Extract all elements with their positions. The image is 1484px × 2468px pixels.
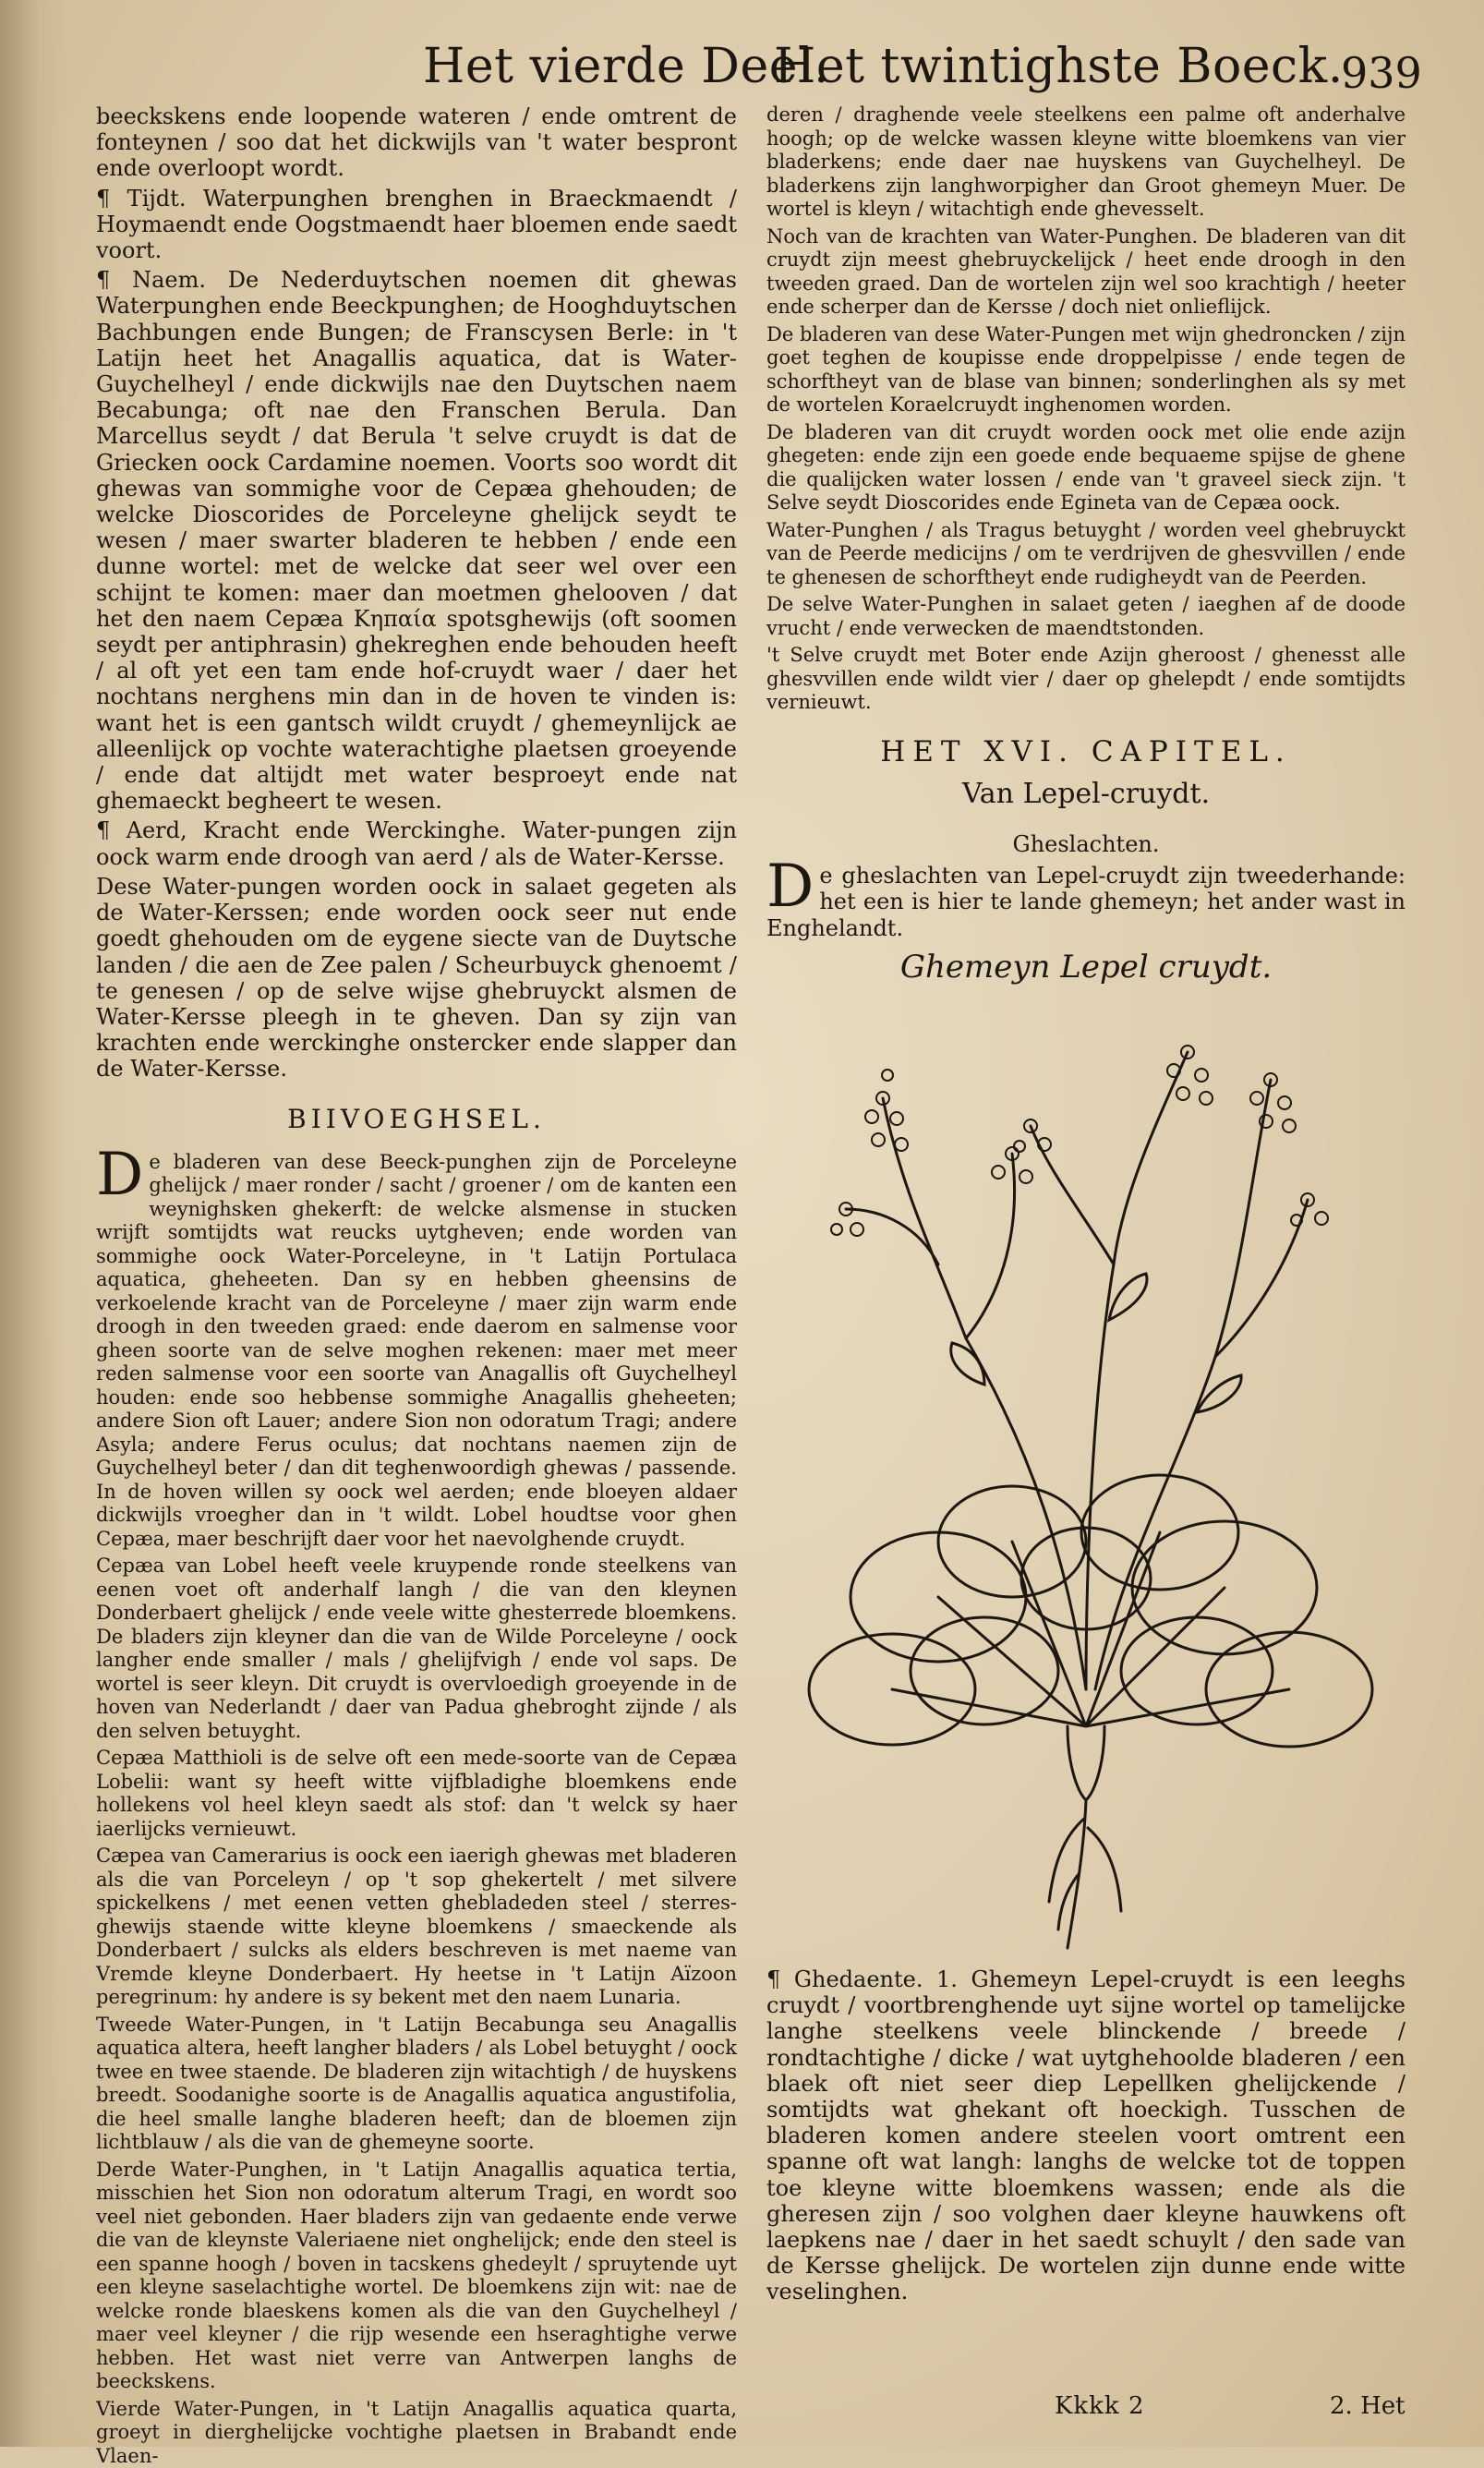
paragraph: Cepæa van Lobel heeft veele kruypende ronde steelkens van eenen voet oft anderhalf langh / die van den kleynen Donderbaert ghelijck / ende veele witte ghesterrede bloemkens. De bladers zijn kleyner dan die van de Wilde Porceleyne / oock langher ende smaller / mals / ghelijfvigh / ende vol saps. De wortel is seer kleyn. Dit cruydt is overvloedigh groeyende in de hoven van Nederlandt / daer van Padua ghebroght zijnde / als den selven betuyght. [96, 1555, 737, 1742]
paragraph: ¶ Ghedaente. 1. Ghemeyn Lepel-cruydt is een leeghs cruydt / voortbrenghende uyt sijne wortel op tamelijcke langhe steelkens veele blinckende / breede / rondtachtighe / dicke / wat uytghehoolde bladeren / een blaek oft niet seer diep Lepellken ghelijckende / somtijdts wat ghekant oft hoeckigh. Tusschen de bladeren komen andere steelen voort omtrent een spanne oft wat langh: langhs de welcke tot de toppen toe kleyne witte bloemkens wassen; ende als die gheresen zijn / soo volghen daer kleyne hauwkens oft laepkens nae / daer in het saedt schuylt / den sade van de Kersse ghelijck. De wortelen zijn dunne ende witte veselinghen. [766, 1966, 1406, 2305]
section-heading-bijvoeghsel: BIIVOEGHSEL. [287, 1103, 546, 1134]
paragraph: De bladeren van dese Water-Pungen met wijn ghedroncken / zijn goet teghen de koupisse ende droppelpisse / ende tegen de schorftheyt van de blase van binnen; sonderlinghen als sy met de wortelen Koraelcruydt inghenomen worden. [766, 322, 1406, 416]
paragraph: Vierde Water-Pungen, in 't Latijn Anagallis aquatica quarta, groeyt in dierghelijcke vochtighe plaetsen in Brabandt ende Vlaen- [96, 2397, 737, 2467]
chapter-subtitle: Van Lepel-cruydt. [961, 777, 1211, 810]
paragraph: Water-Punghen / als Tragus betuyght / worden veel ghebruyckt van de Peerde medicijns / om te verdrijven de ghesvvillen / ende te ghenesen de schorftheyt ende rudigheydt van de Peerden. [766, 518, 1406, 588]
paragraph: De selve Water-Punghen in salaet geten / iaeghen af de doode vrucht / ende verwecken de maendtstonden. [766, 593, 1406, 639]
paragraph: Noch van de krachten van Water-Punghen. De bladeren van dit cruydt zijn meest ghebruyckelijck / heet ende droogh in den tweeden graed. Dan de wortelen zijn wel soo krachtigh / heeter ende scherper dan de Kersse / doch niet onlieflijck. [766, 224, 1406, 318]
paragraph: 't Selve cruydt met Boter ende Azijn gheroost / ghenesst alle ghesvvillen ende wildt vier / daer op ghelepdt / ende somtijdts vernieuwt. [766, 644, 1406, 713]
lepelcruydt-woodcut-illustration [790, 987, 1381, 1966]
chapter-heading: HET XVI. CAPITEL. [880, 734, 1292, 768]
right-column [766, 103, 1406, 2440]
paragraph: ¶ Aerd, Kracht ende Werckinghe. Water-pungen zijn oock warm ende droogh van aerd / als de Water-Kersse. [96, 817, 737, 870]
flower-cluster-right [1250, 1073, 1328, 1226]
paragraph: Derde Water-Punghen, in 't Latijn Anagallis aquatica tertia, misschien het Sion non odoratum alterum Tragi, en wordt soo veel niet gebonden. Haer bladers zijn van gedaente ende verwe die van de kleynste Valeriaene niet onghelijck; ende den steel is een spanne hoogh / boven in tacskens ghedeylt / spruytende uyt een kleyne saselachtighe wortel. De bloemkens zijn wit: nae de welcke ronde blaeskens komen als die van den Guychelheyl / maer veel kleyner / die rijp wesende een hseraghtighe verwe hebben. Het wast niet verre van Antwerpen langhs de beeckskens. [96, 2158, 737, 2393]
paragraph: De bladeren van dit cruydt worden oock met olie ende azijn ghegeten: ende zijn een goede ende bequaeme spijse de ghene die qualijcken water lossen / ende van 't graveel sieck zijn. 't Selve seydt Dioscorides ende Egineta van de Cepæa oock. [766, 420, 1406, 514]
running-head-right: Het twintighste Boeck. [774, 39, 1344, 94]
plant-caption: Ghemeyn Lepel cruydt. [899, 948, 1273, 986]
paragraph: De bladeren van dese Beeck-punghen zijn de Porceleyne ghelijck / maer ronder / sacht / groener / om de kanten een weynighsken ghekerft: de welcke alsmense in stucken wrijft somtijdts wat reucks uytgheven; ende worden van sommighe oock Water-Porceleyne, in 't Latijn Portulaca aquatica, gheheeten. Dan sy en hebben gheensins de verkoelende kracht van de Porceleyne / maer zijn warm ende droogh in den tweeden graed: ende daerom en salmense voor gheen soorte van de selve moghen rekenen: maer met meer reden salmense voor een soorte van Anagallis oft Guychelheyl houden: ende soo hebbense sommighe Anagallis gheheeten; andere Sion oft Lauer; andere Sion non odoratum Tragi; andere Asyla; andere Ferus oculus; dat nochtans naemen zijn de Guychelheyl beter / dan dit teghenwoordigh ghewas / passende. In de hoven willen sy oock wel aerden; ende bloeyen aldaer dickwijls vroegher dan in 't wildt. Lobel houdtse voor ghen Cepæa, maer beschrijft daer voor het naevolghende cruydt. [96, 1140, 737, 1550]
paragraph: deren / draghende veele steelkens een palme oft anderhalve hoogh; op de welcke wassen kleyne witte bloemkens van vier bladerkens; ende daer nae huyskens van Guychelheyl. De bladerkens zijn langhworpigher dan Groot ghemeyn Muer. De wortel is kleyn / witachtigh ende ghevesselt. [766, 103, 1406, 220]
running-head-left: Het vierde Deel. [423, 39, 830, 94]
paragraph: ¶ Naem. De Nederduytschen noemen dit ghewas Waterpunghen ende Beeckpunghen; de Hooghduytschen Bachbungen ende Bungen; de Franscysen Berle: in 't Latijn heet het Anagallis aquatica, dat is Water-Guychelheyl / ende dickwijls nae den Duytschen naem Becabunga; oft nae den Franschen Berula. Dan Marcellus seydt / dat Berula 't selve cruydt is dat de Griecken oock Cardamine noemen. Voorts soo wordt dit ghewas van sommighe voor de Cepæa ghehouden; de welcke Dioscorides de Porceleyne ghelijck seydt te wesen / maer swarter bladeren te hebben / ende een dunne wortel: met de welcke dat seer wel over een schijnt te komen: maer dan moetmen ghelooven / dat het den naem Cepæa Κηπαία spotsghewijs (oft soomen seydt per antiphrasin) ghekreghen ende behouden heeft / al oft yet een tam ende hof-cruydt waer / daer het nochtans nerghens min dan in de hoven te vinden is: want het is een gantsch wildt cruydt / ghemeynlijck ae alleenlijck op vochte waterachtighe plaetsen groeyende / ende dat altijdt met water besproeyt ende nat ghemaeckt begheert te wesen. [96, 267, 737, 815]
page-fold-shadow [0, 0, 65, 2447]
root [1049, 1726, 1121, 1948]
paragraph: Cepæa Matthioli is de selve oft een mede-soorte van de Cepæa Lobelii: want sy heeft witte vijfbladighe bloemkens ende hollekens vol heel kleyn saedt als stof: dan 't welck sy haer iaerlijcks vernieuwt. [96, 1747, 737, 1840]
paragraph: Dese Water-pungen worden oock in salaet gegeten als de Water-Kerssen; ende worden oock seer nut ende goedt ghehouden om de eygene siecte van de Duytsche landen / die aen de Zee palen / Scheurbuyck ghenoemt / te genesen / op de selve wijse ghebruyckt alsmen de Water-Kersse pleegh in te gheven. Dan sy zijn van krachten ende werckinghe onstercker ende slapper dan de Water-Kersse. [96, 873, 737, 1083]
signature-mark: Kkkk 2 [1055, 2392, 1145, 2420]
paragraph: ¶ Tijdt. Waterpunghen brenghen in Braeckmaendt / Hoymaendt ende Oogstmaendt haer bloemen ende saedt voort. [96, 185, 737, 264]
catchword: 2. Het [1330, 2392, 1406, 2420]
gheslachten-label: Gheslachten. [1012, 830, 1160, 857]
paragraph: De gheslachten van Lepel-cruydt zijn tweederhande: het een is hier te lande ghemeyn; het ander wast in Enghelandt. [766, 853, 1406, 941]
paragraph: Tweede Water-Pungen, in 't Latijn Becabunga seu Anagallis aquatica altera, heeft langher bladers / als Lobel betuyght / oock twee en twee staende. De bladeren zijn witachtigh / de huyskens breedt. Soodanighe soorte is de Anagallis aquatica angustifolia, die heel smalle langhe bladeren heeft; dan de bloemen zijn lichtblauw / als die van de ghemeyne soorte. [96, 2013, 737, 2154]
left-column [96, 103, 737, 2467]
paragraph: Cæpea van Camerarius is oock een iaerigh ghewas met bladeren als die van Porceleyn / op 't sop ghekertelt / met silvere spickelkens / met eenen vetten ghebladeden steel / sterres-ghewijs staende witte kleyne bloemkens / smaeckende als Donderbaert / sulcks als elders beschreven is met naeme van Vremde kleyne Donderbaert. Hy heetse in 't Latijn Aïzoon peregrinum: hy andere is sy bekent met den naem Lunaria. [96, 1845, 737, 2009]
paragraph: beeckskens ende loopende wateren / ende omtrent de fonteynen / soo dat het dickwijls van 't water bespront ende overloopt wordt. [96, 103, 737, 182]
page-number: 939 [1341, 48, 1422, 98]
